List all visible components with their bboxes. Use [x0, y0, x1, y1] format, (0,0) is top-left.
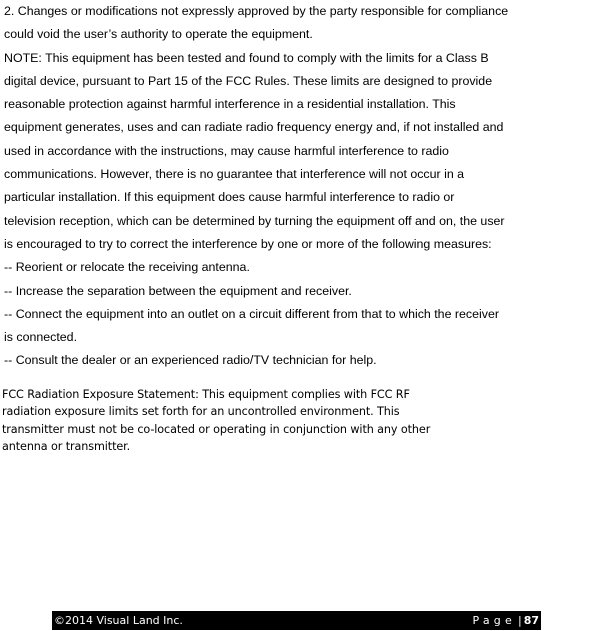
rf-statement-line: FCC Radiation Exposure Statement: This equipment complies with FCC RF [2, 388, 410, 401]
page-footer [52, 611, 541, 630]
fcc-measure-item: -- Connect the equipment into an outlet on a circuit different from that to which the receiver [4, 306, 499, 321]
fcc-notice-line: reasonable protection against harmful interference in a residential installation. This [4, 97, 456, 112]
fcc-notice-line: equipment generates, uses and can radiate radio frequency energy and, if not installed and [4, 120, 504, 135]
footer-page-label: Page [472, 614, 516, 627]
fcc-notice-line: used in accordance with the instructions, may cause harmful interference to radio [4, 143, 449, 158]
footer-page-number: 87 [523, 614, 539, 627]
rf-exposure-statement [2, 386, 562, 455]
rf-statement-line: radiation exposure limits set forth for an uncontrolled environment. This [2, 405, 400, 419]
fcc-measure-item: -- Reorient or relocate the receiving antenna. [4, 260, 250, 275]
fcc-compliance-notice [4, 0, 594, 373]
fcc-notice-line: television reception, which can be determined by turning the equipment off and on, the user [4, 213, 505, 228]
rf-statement-line: antenna or transmitter. [2, 439, 131, 453]
fcc-notice-line: NOTE: This equipment has been tested and found to comply with the limits for a Class B [4, 50, 489, 65]
fcc-notice-line: digital device, pursuant to Part 15 of the FCC Rules. These limits are designed to provide [4, 73, 493, 88]
fcc-notice-line: could void the user’s authority to operate the equipment. [4, 27, 313, 42]
fcc-notice-line: communications. However, there is no guarantee that interference will not occur in a [4, 167, 465, 182]
fcc-notice-line: particular installation. If this equipment does cause harmful interference to radio or [4, 190, 455, 205]
fcc-measure-item: is connected. [4, 330, 78, 345]
footer-separator: | [517, 614, 522, 627]
rf-statement-line: transmitter must not be co-located or operating in conjunction with any other [2, 422, 431, 436]
fcc-notice-line: 2. Changes or modifications not expressly approved by the party responsible for compliance [4, 4, 509, 18]
footer-copyright: ©2014 Visual Land Inc. [54, 614, 183, 627]
footer-page-indicator [473, 611, 539, 630]
fcc-measure-item: -- Increase the separation between the equipment and receiver. [4, 283, 352, 298]
fcc-notice-line: is encouraged to try to correct the interference by one or more of the following measures: [4, 236, 492, 251]
fcc-measure-item: -- Consult the dealer or an experienced radio/TV technician for help. [4, 353, 377, 368]
